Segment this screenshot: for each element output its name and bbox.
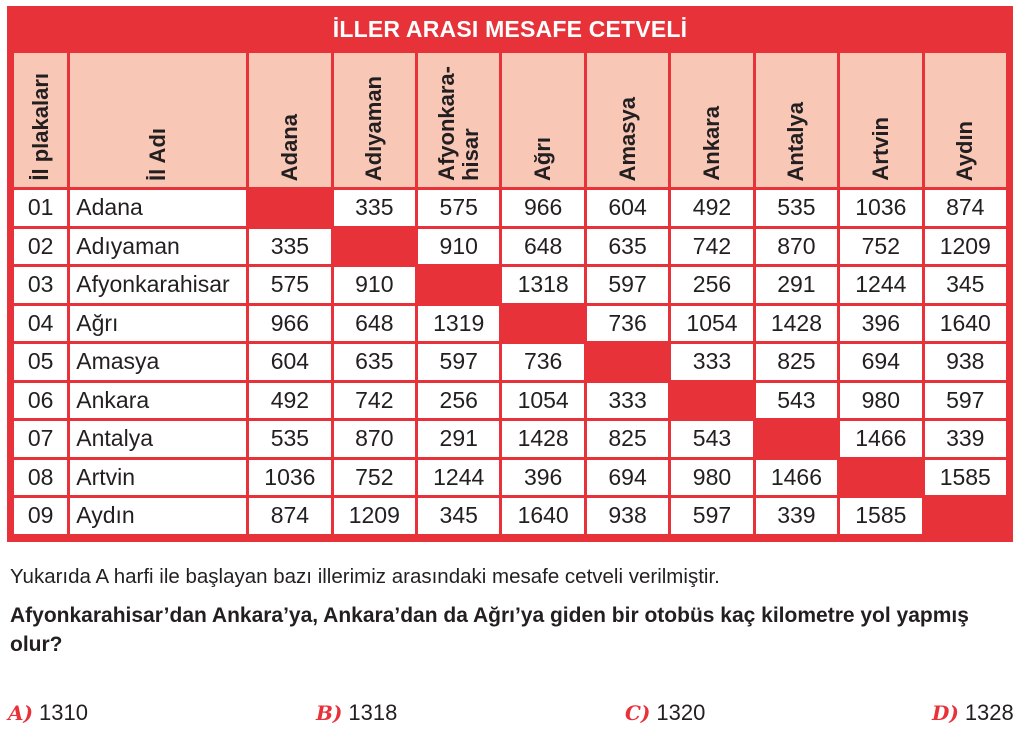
header-row (14, 53, 1006, 187)
diagonal-cell (925, 498, 1006, 534)
option-letter: D) (932, 701, 959, 725)
city-name-cell: Ankara (70, 383, 246, 419)
distance-cell: 256 (671, 267, 752, 303)
option-letter: B) (316, 701, 343, 725)
distance-cell: 736 (502, 344, 583, 380)
distance-cell: 910 (334, 267, 415, 303)
header-city: Adana (249, 53, 330, 187)
distance-cell: 492 (249, 383, 330, 419)
option-b[interactable] (316, 700, 397, 726)
table-row (14, 460, 1006, 496)
distance-cell: 543 (671, 421, 752, 457)
diagonal-cell (418, 267, 499, 303)
diagonal-cell (249, 190, 330, 226)
distance-cell: 604 (587, 190, 668, 226)
plate-cell: 02 (14, 229, 67, 265)
option-value: 1310 (38, 700, 88, 725)
option-c[interactable] (625, 700, 705, 726)
distance-cell: 492 (671, 190, 752, 226)
distance-cell: 825 (756, 344, 837, 380)
distance-cell: 291 (418, 421, 499, 457)
option-value: 1320 (656, 700, 706, 725)
diagonal-cell (334, 229, 415, 265)
distance-cell: 1585 (840, 498, 921, 534)
city-name-cell: Amasya (70, 344, 246, 380)
distance-cell: 543 (756, 383, 837, 419)
distance-cell: 291 (756, 267, 837, 303)
diagonal-cell (756, 421, 837, 457)
distance-cell: 535 (756, 190, 837, 226)
plate-cell: 06 (14, 383, 67, 419)
distance-cell: 604 (249, 344, 330, 380)
distance-table-frame (7, 6, 1013, 542)
header-city: Afyonkara- hisar (418, 53, 499, 187)
distance-cell: 938 (925, 344, 1006, 380)
city-name-cell: Aydın (70, 498, 246, 534)
distance-cell: 752 (840, 229, 921, 265)
header-city: Antalya (756, 53, 837, 187)
table-row (14, 306, 1006, 342)
distance-cell: 1054 (502, 383, 583, 419)
option-letter: A) (8, 701, 33, 725)
distance-cell: 694 (587, 460, 668, 496)
distance-cell: 597 (671, 498, 752, 534)
distance-cell: 339 (756, 498, 837, 534)
city-name-cell: Antalya (70, 421, 246, 457)
distance-cell: 980 (840, 383, 921, 419)
diagonal-cell (587, 344, 668, 380)
option-value: 1328 (964, 700, 1014, 725)
distance-cell: 742 (671, 229, 752, 265)
distance-cell: 1428 (756, 306, 837, 342)
table-row (14, 421, 1006, 457)
distance-cell: 635 (587, 229, 668, 265)
distance-cell: 335 (334, 190, 415, 226)
distance-cell: 1428 (502, 421, 583, 457)
header-city: Amasya (587, 53, 668, 187)
plate-cell: 07 (14, 421, 67, 457)
plate-cell: 01 (14, 190, 67, 226)
distance-cell: 874 (925, 190, 1006, 226)
distance-cell: 1244 (840, 267, 921, 303)
distance-cell: 339 (925, 421, 1006, 457)
distance-cell: 597 (925, 383, 1006, 419)
header-plate: İl plakaları (14, 53, 67, 187)
distance-cell: 1466 (840, 421, 921, 457)
distance-cell: 333 (671, 344, 752, 380)
plate-cell: 08 (14, 460, 67, 496)
distance-cell: 1054 (671, 306, 752, 342)
distance-cell: 333 (587, 383, 668, 419)
option-letter: C) (625, 701, 651, 725)
distance-cell: 1036 (840, 190, 921, 226)
distance-cell: 1585 (925, 460, 1006, 496)
city-name-cell: Artvin (70, 460, 246, 496)
distance-cell: 980 (671, 460, 752, 496)
table-row (14, 190, 1006, 226)
distance-cell: 575 (249, 267, 330, 303)
header-name: İl Adı (70, 53, 246, 187)
distance-table (11, 50, 1009, 537)
distance-cell: 575 (418, 190, 499, 226)
distance-cell: 597 (418, 344, 499, 380)
distance-cell: 335 (249, 229, 330, 265)
city-name-cell: Adana (70, 190, 246, 226)
distance-cell: 1318 (502, 267, 583, 303)
distance-cell: 1640 (502, 498, 583, 534)
distance-cell: 966 (249, 306, 330, 342)
table-row (14, 383, 1006, 419)
option-a[interactable] (8, 700, 88, 726)
distance-cell: 535 (249, 421, 330, 457)
header-city: Artvin (840, 53, 921, 187)
diagonal-cell (502, 306, 583, 342)
city-name-cell: Ağrı (70, 306, 246, 342)
header-city: Adıyaman (334, 53, 415, 187)
distance-cell: 597 (587, 267, 668, 303)
diagonal-cell (671, 383, 752, 419)
distance-cell: 742 (334, 383, 415, 419)
table-row (14, 344, 1006, 380)
distance-cell: 870 (756, 229, 837, 265)
distance-cell: 635 (334, 344, 415, 380)
option-d[interactable] (932, 700, 1014, 726)
question-text: Afyonkarahisar’dan Ankara’ya, Ankara’dan da Ağrı’ya giden bir otobüs kaç kilometre yol yapmış olur? (10, 604, 969, 656)
distance-cell: 1466 (756, 460, 837, 496)
distance-cell: 938 (587, 498, 668, 534)
distance-cell: 966 (502, 190, 583, 226)
distance-cell: 648 (334, 306, 415, 342)
distance-cell: 1244 (418, 460, 499, 496)
city-name-cell: Afyonkarahisar (70, 267, 246, 303)
distance-cell: 910 (418, 229, 499, 265)
distance-cell: 694 (840, 344, 921, 380)
header-city: Ağrı (502, 53, 583, 187)
distance-cell: 1640 (925, 306, 1006, 342)
distance-cell: 256 (418, 383, 499, 419)
table-row (14, 229, 1006, 265)
distance-cell: 874 (249, 498, 330, 534)
distance-cell: 1209 (925, 229, 1006, 265)
diagonal-cell (840, 460, 921, 496)
question-intro: Yukarıda A harfi ile başlayan bazı illerimiz arasındaki mesafe cetveli verilmiştir. (10, 565, 720, 588)
table-title: İLLER ARASI MESAFE CETVELİ (332, 16, 688, 42)
question-block (10, 565, 1020, 659)
plate-cell: 05 (14, 344, 67, 380)
table-row (14, 498, 1006, 534)
option-value: 1318 (348, 700, 398, 725)
distance-cell: 1209 (334, 498, 415, 534)
distance-cell: 345 (418, 498, 499, 534)
distance-cell: 1036 (249, 460, 330, 496)
distance-cell: 870 (334, 421, 415, 457)
distance-cell: 396 (502, 460, 583, 496)
distance-cell: 736 (587, 306, 668, 342)
plate-cell: 03 (14, 267, 67, 303)
distance-cell: 396 (840, 306, 921, 342)
distance-cell: 648 (502, 229, 583, 265)
table-row (14, 267, 1006, 303)
city-name-cell: Adıyaman (70, 229, 246, 265)
header-city: Ankara (671, 53, 752, 187)
distance-cell: 752 (334, 460, 415, 496)
plate-cell: 04 (14, 306, 67, 342)
distance-cell: 825 (587, 421, 668, 457)
header-city: Aydın (925, 53, 1006, 187)
distance-cell: 1319 (418, 306, 499, 342)
plate-cell: 09 (14, 498, 67, 534)
distance-cell: 345 (925, 267, 1006, 303)
answer-options (8, 700, 1020, 732)
